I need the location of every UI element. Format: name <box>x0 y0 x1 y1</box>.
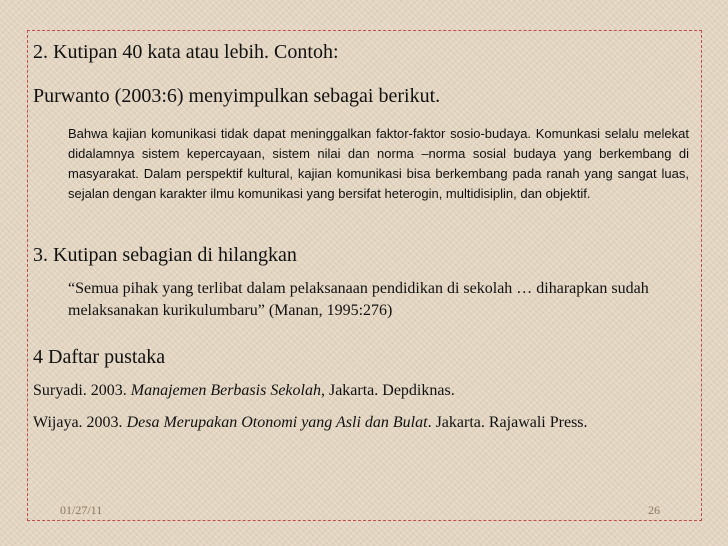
item3-quote: “Semua pihak yang terlibat dalam pelaksanaan pendidikan di sekolah … diharapkan sudah melaksanakan kurikulumbaru” (Manan, 1995:276) <box>68 280 649 319</box>
item2-block-quote: Bahwa kajian komunikasi tidak dapat meninggalkan faktor-faktor sosio-budaya. Komunkasi selalu melekat didalamnya sistem kepercayaan, sistem nilai dan norma –norma sosial budaya yang berkembang di masyarakat. Dalam perspektif kultural, kajian komunikasi bisa berkembang pada ranah yang sangat luas, sejalan dengan karakter ilmu komunikasi yang bersifat heterogin, multidisiplin, dan objektif. <box>68 126 689 201</box>
reference-prefix: Suryadi. 2003. <box>33 382 131 399</box>
item2-heading: 2. Kutipan 40 kata atau lebih. Contoh: <box>33 41 339 63</box>
reference-title: Manajemen Berbasis Sekolah <box>130 382 321 399</box>
reference-suffix: , Jakarta. Depdiknas. <box>320 382 455 399</box>
reference-item <box>33 381 455 401</box>
reference-suffix: . Jakarta. Rajawali Press. <box>427 414 588 431</box>
reference-item <box>33 413 588 433</box>
item3-heading: 3. Kutipan sebagian di hilangkan <box>33 244 297 266</box>
footer-page-number: 26 <box>648 503 660 517</box>
footer-date: 01/27/11 <box>60 503 103 517</box>
reference-title: Desa Merupakan Otonomi yang Asli dan Bulat <box>126 414 428 431</box>
item4-heading: 4 Daftar pustaka <box>33 346 166 368</box>
reference-prefix: Wijaya. 2003. <box>33 414 127 431</box>
item2-intro: Purwanto (2003:6) menyimpulkan sebagai berikut. <box>33 85 441 107</box>
